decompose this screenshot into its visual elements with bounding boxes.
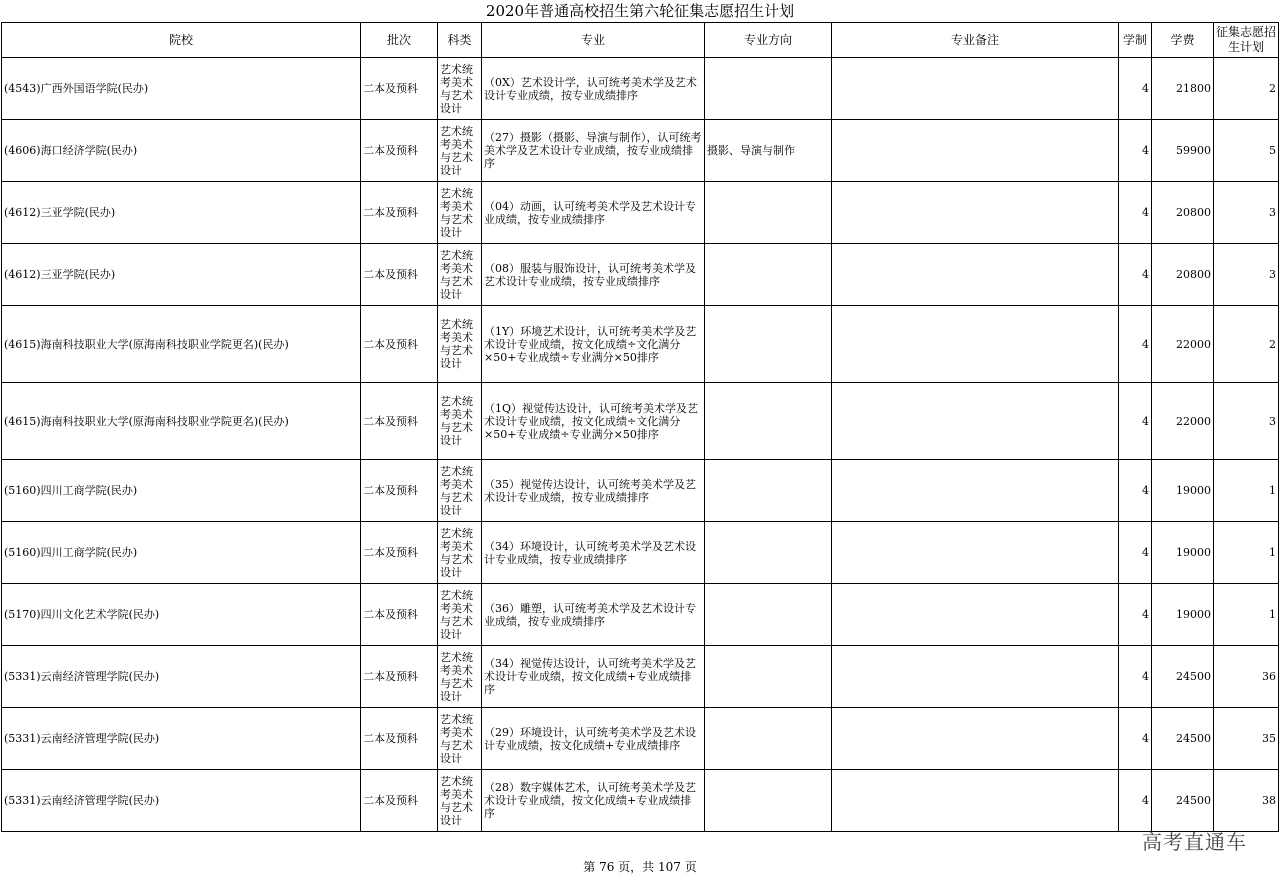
- cell-note: [832, 58, 1119, 120]
- cell-years: 4: [1119, 120, 1152, 182]
- cell-direction: [705, 460, 832, 522]
- cell-batch: 二本及预科: [361, 58, 438, 120]
- cell-note: [832, 306, 1119, 383]
- cell-years: 4: [1119, 306, 1152, 383]
- cell-major: （0X）艺术设计学，认可统考美术学及艺术设计专业成绩，按专业成绩排序: [482, 58, 705, 120]
- cell-years: 4: [1119, 244, 1152, 306]
- header-note: 专业备注: [832, 23, 1119, 58]
- header-batch: 批次: [361, 23, 438, 58]
- cell-category: 艺术统考美术与艺术设计: [438, 584, 482, 646]
- cell-note: [832, 708, 1119, 770]
- cell-years: 4: [1119, 584, 1152, 646]
- cell-category: 艺术统考美术与艺术设计: [438, 460, 482, 522]
- cell-note: [832, 182, 1119, 244]
- cell-fee: 24500: [1152, 646, 1214, 708]
- table-row: [2, 58, 1279, 120]
- cell-plan: 1: [1214, 522, 1279, 584]
- cell-category: 艺术统考美术与艺术设计: [438, 646, 482, 708]
- table-row: [2, 522, 1279, 584]
- cell-direction: [705, 383, 832, 460]
- cell-direction: [705, 244, 832, 306]
- cell-major: （34）视觉传达设计，认可统考美术学及艺术设计专业成绩，按文化成绩+专业成绩排序: [482, 646, 705, 708]
- watermark: 高考直通车: [1142, 830, 1247, 854]
- table-row: [2, 244, 1279, 306]
- table-row: [2, 708, 1279, 770]
- cell-major: （35）视觉传达设计，认可统考美术学及艺术设计专业成绩，按专业成绩排序: [482, 460, 705, 522]
- cell-category: 艺术统考美术与艺术设计: [438, 770, 482, 832]
- cell-direction: [705, 182, 832, 244]
- cell-batch: 二本及预科: [361, 646, 438, 708]
- header-category: 科类: [438, 23, 482, 58]
- cell-direction: [705, 708, 832, 770]
- cell-direction: [705, 522, 832, 584]
- cell-years: 4: [1119, 182, 1152, 244]
- cell-fee: 22000: [1152, 306, 1214, 383]
- cell-school: (4612)三亚学院(民办): [2, 244, 361, 306]
- page-title: 2020年普通高校招生第六轮征集志愿招生计划: [485, 2, 795, 20]
- cell-major: （04）动画，认可统考美术学及艺术设计专业成绩，按专业成绩排序: [482, 182, 705, 244]
- cell-direction: 摄影、导演与制作: [705, 120, 832, 182]
- cell-major: （27）摄影（摄影、导演与制作），认可统考美术学及艺术设计专业成绩，按专业成绩排序: [482, 120, 705, 182]
- cell-note: [832, 244, 1119, 306]
- cell-school: (5331)云南经济管理学院(民办): [2, 770, 361, 832]
- cell-fee: 20800: [1152, 182, 1214, 244]
- cell-major: （28）数字媒体艺术，认可统考美术学及艺术设计专业成绩，按文化成绩+专业成绩排序: [482, 770, 705, 832]
- cell-school: (5160)四川工商学院(民办): [2, 522, 361, 584]
- cell-category: 艺术统考美术与艺术设计: [438, 522, 482, 584]
- cell-school: (5160)四川工商学院(民办): [2, 460, 361, 522]
- table-row: [2, 584, 1279, 646]
- cell-major: （36）雕塑，认可统考美术学及艺术设计专业成绩，按专业成绩排序: [482, 584, 705, 646]
- cell-fee: 24500: [1152, 770, 1214, 832]
- cell-note: [832, 646, 1119, 708]
- cell-fee: 59900: [1152, 120, 1214, 182]
- cell-direction: [705, 646, 832, 708]
- cell-category: 艺术统考美术与艺术设计: [438, 58, 482, 120]
- cell-fee: 19000: [1152, 584, 1214, 646]
- cell-major: （34）环境设计，认可统考美术学及艺术设计专业成绩，按专业成绩排序: [482, 522, 705, 584]
- table-row: [2, 306, 1279, 383]
- cell-school: (5170)四川文化艺术学院(民办): [2, 584, 361, 646]
- table-row: [2, 182, 1279, 244]
- cell-batch: 二本及预科: [361, 522, 438, 584]
- cell-years: 4: [1119, 58, 1152, 120]
- cell-major: （1Q）视觉传达设计，认可统考美术学及艺术设计专业成绩，按文化成绩÷文化满分×50+专业成绩÷专业满分×50排序: [482, 383, 705, 460]
- enrollment-plan-table: [1, 22, 1279, 832]
- table-row: [2, 646, 1279, 708]
- cell-direction: [705, 58, 832, 120]
- cell-note: [832, 584, 1119, 646]
- table-row: [2, 383, 1279, 460]
- cell-batch: 二本及预科: [361, 120, 438, 182]
- header-fee: 学费: [1152, 23, 1214, 58]
- table-row: [2, 460, 1279, 522]
- header-direction: 专业方向: [705, 23, 832, 58]
- cell-category: 艺术统考美术与艺术设计: [438, 182, 482, 244]
- cell-note: [832, 120, 1119, 182]
- page-footer: 第 76 页，共 107 页: [583, 860, 697, 874]
- cell-batch: 二本及预科: [361, 244, 438, 306]
- cell-years: 4: [1119, 383, 1152, 460]
- cell-school: (5331)云南经济管理学院(民办): [2, 708, 361, 770]
- cell-direction: [705, 770, 832, 832]
- cell-plan: 38: [1214, 770, 1279, 832]
- cell-major: （29）环境设计，认可统考美术学及艺术设计专业成绩，按文化成绩+专业成绩排序: [482, 708, 705, 770]
- cell-note: [832, 460, 1119, 522]
- cell-batch: 二本及预科: [361, 460, 438, 522]
- cell-note: [832, 522, 1119, 584]
- cell-batch: 二本及预科: [361, 383, 438, 460]
- cell-plan: 2: [1214, 306, 1279, 383]
- cell-direction: [705, 584, 832, 646]
- cell-plan: 1: [1214, 584, 1279, 646]
- header-school: 院校: [2, 23, 361, 58]
- cell-batch: 二本及预科: [361, 770, 438, 832]
- cell-school: (5331)云南经济管理学院(民办): [2, 646, 361, 708]
- cell-category: 艺术统考美术与艺术设计: [438, 244, 482, 306]
- cell-school: (4615)海南科技职业大学(原海南科技职业学院更名)(民办): [2, 306, 361, 383]
- cell-school: (4543)广西外国语学院(民办): [2, 58, 361, 120]
- cell-school: (4615)海南科技职业大学(原海南科技职业学院更名)(民办): [2, 383, 361, 460]
- cell-plan: 35: [1214, 708, 1279, 770]
- cell-batch: 二本及预科: [361, 306, 438, 383]
- cell-batch: 二本及预科: [361, 584, 438, 646]
- cell-batch: 二本及预科: [361, 708, 438, 770]
- cell-direction: [705, 306, 832, 383]
- cell-category: 艺术统考美术与艺术设计: [438, 306, 482, 383]
- header-years: 学制: [1119, 23, 1152, 58]
- cell-years: 4: [1119, 522, 1152, 584]
- cell-school: (4606)海口经济学院(民办): [2, 120, 361, 182]
- cell-fee: 24500: [1152, 708, 1214, 770]
- cell-plan: 3: [1214, 383, 1279, 460]
- cell-years: 4: [1119, 646, 1152, 708]
- cell-note: [832, 770, 1119, 832]
- table-row: [2, 770, 1279, 832]
- cell-major: （08）服装与服饰设计，认可统考美术学及艺术设计专业成绩，按专业成绩排序: [482, 244, 705, 306]
- cell-major: （1Y）环境艺术设计，认可统考美术学及艺术设计专业成绩，按文化成绩÷文化满分×50+专业成绩÷专业满分×50排序: [482, 306, 705, 383]
- cell-fee: 19000: [1152, 460, 1214, 522]
- cell-fee: 20800: [1152, 244, 1214, 306]
- cell-fee: 21800: [1152, 58, 1214, 120]
- cell-plan: 3: [1214, 244, 1279, 306]
- cell-plan: 1: [1214, 460, 1279, 522]
- header-plan: 征集志愿招生计划: [1214, 23, 1279, 58]
- cell-years: 4: [1119, 708, 1152, 770]
- cell-years: 4: [1119, 770, 1152, 832]
- cell-category: 艺术统考美术与艺术设计: [438, 120, 482, 182]
- cell-batch: 二本及预科: [361, 182, 438, 244]
- header-major: 专业: [482, 23, 705, 58]
- cell-category: 艺术统考美术与艺术设计: [438, 708, 482, 770]
- cell-plan: 5: [1214, 120, 1279, 182]
- cell-category: 艺术统考美术与艺术设计: [438, 383, 482, 460]
- cell-fee: 19000: [1152, 522, 1214, 584]
- cell-plan: 2: [1214, 58, 1279, 120]
- table-header-row: [2, 23, 1279, 58]
- cell-plan: 36: [1214, 646, 1279, 708]
- cell-school: (4612)三亚学院(民办): [2, 182, 361, 244]
- table-row: [2, 120, 1279, 182]
- cell-years: 4: [1119, 460, 1152, 522]
- cell-plan: 3: [1214, 182, 1279, 244]
- cell-fee: 22000: [1152, 383, 1214, 460]
- cell-note: [832, 383, 1119, 460]
